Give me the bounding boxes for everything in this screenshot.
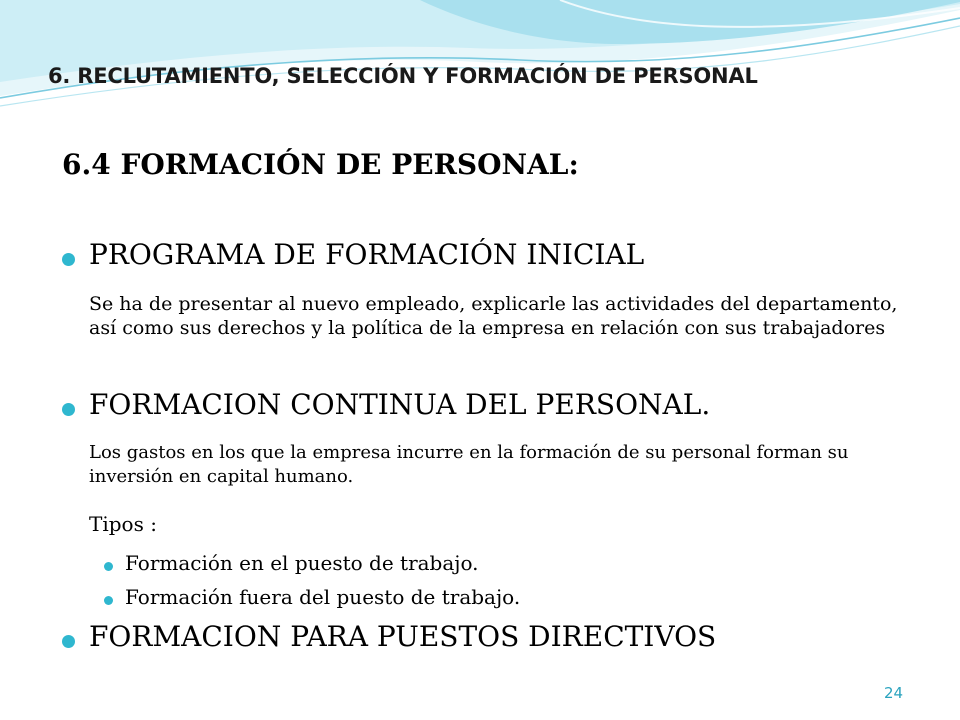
sub-bullet-label: Formación en el puesto de trabajo. [125, 551, 479, 575]
bullet-icon [62, 253, 75, 266]
section-subtitle: 6.4 FORMACIÓN DE PERSONAL: [62, 148, 579, 181]
tipos-label: Tipos : [89, 512, 157, 536]
bullet-item-formacion-continua [62, 388, 822, 428]
bullet-label: PROGRAMA DE FORMACIÓN INICIAL [89, 238, 645, 271]
bullet-item-formacion-directivos [62, 620, 822, 660]
decorative-wave-header [0, 0, 960, 120]
bullet-label: FORMACION PARA PUESTOS DIRECTIVOS [89, 620, 717, 653]
slide-title: 6. RECLUTAMIENTO, SELECCIÓN Y FORMACIÓN DE PERSONAL [48, 64, 758, 88]
bullet-icon [62, 635, 75, 648]
sub-bullet-item [104, 585, 704, 613]
bullet-item-programa-formacion-inicial [62, 238, 762, 278]
sub-bullet-icon [104, 562, 113, 571]
sub-bullet-label: Formación fuera del puesto de trabajo. [125, 585, 521, 609]
page-number: 24 [884, 684, 904, 702]
bullet-description: Se ha de presentar al nuevo empleado, explicarle las actividades del departamento, así como sus derechos y la política de la empresa en relación con sus trabajadores [89, 293, 898, 339]
sub-bullet-item [104, 551, 704, 579]
sub-bullet-icon [104, 596, 113, 605]
bullet-description: Los gastos en los que la empresa incurre en la formación de su personal forman su inversión en capital humano. [89, 442, 849, 487]
bullet-icon [62, 403, 75, 416]
bullet-label: FORMACION CONTINUA DEL PERSONAL. [89, 388, 711, 421]
